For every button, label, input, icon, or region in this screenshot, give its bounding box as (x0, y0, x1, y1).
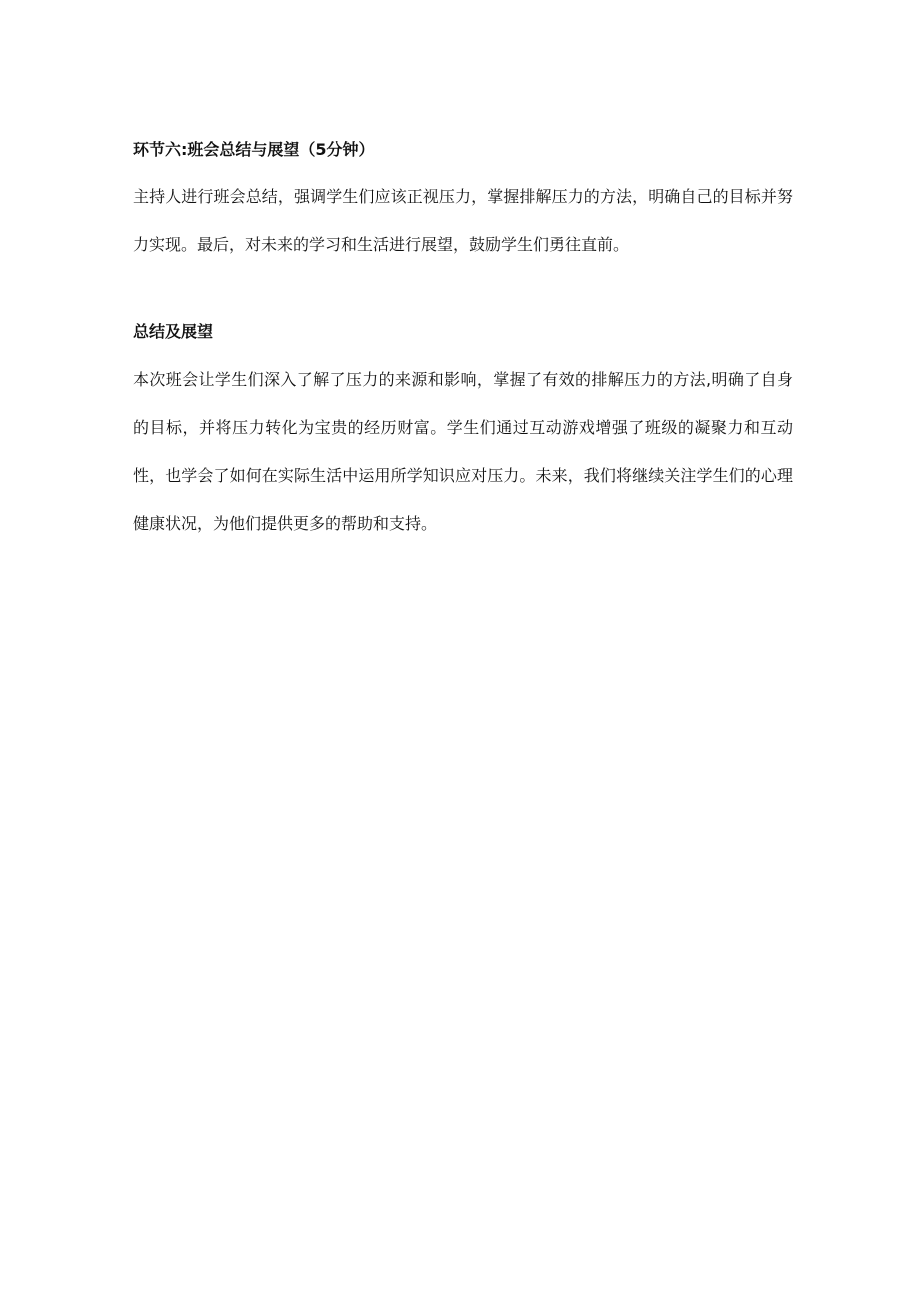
section-heading: 环节六:班会总结与展望（5分钟） (133, 140, 375, 159)
section-conclusion (133, 319, 793, 548)
section-paragraph: 本次班会让学生们深入了解了压力的来源和影响，掌握了有效的排解压力的方法,明确了自身的目标，并将压力转化为宝贵的经历财富。学生们通过互动游戏增强了班级的凝聚力和互动性，也学会了如何在实际生活中运用所学知识应对压力。未来，我们将继续关注学生们的心理健康状况，为他们提供更多的帮助和支持。 (133, 370, 793, 533)
document-content (133, 137, 793, 548)
section-class-summary (133, 137, 793, 269)
section-heading: 总结及展望 (133, 322, 214, 341)
section-paragraph: 主持人进行班会总结，强调学生们应该正视压力，掌握排解压力的方法，明确自己的目标并努力实现。最后，对未来的学习和生活进行展望，鼓励学生们勇往直前。 (133, 187, 793, 254)
